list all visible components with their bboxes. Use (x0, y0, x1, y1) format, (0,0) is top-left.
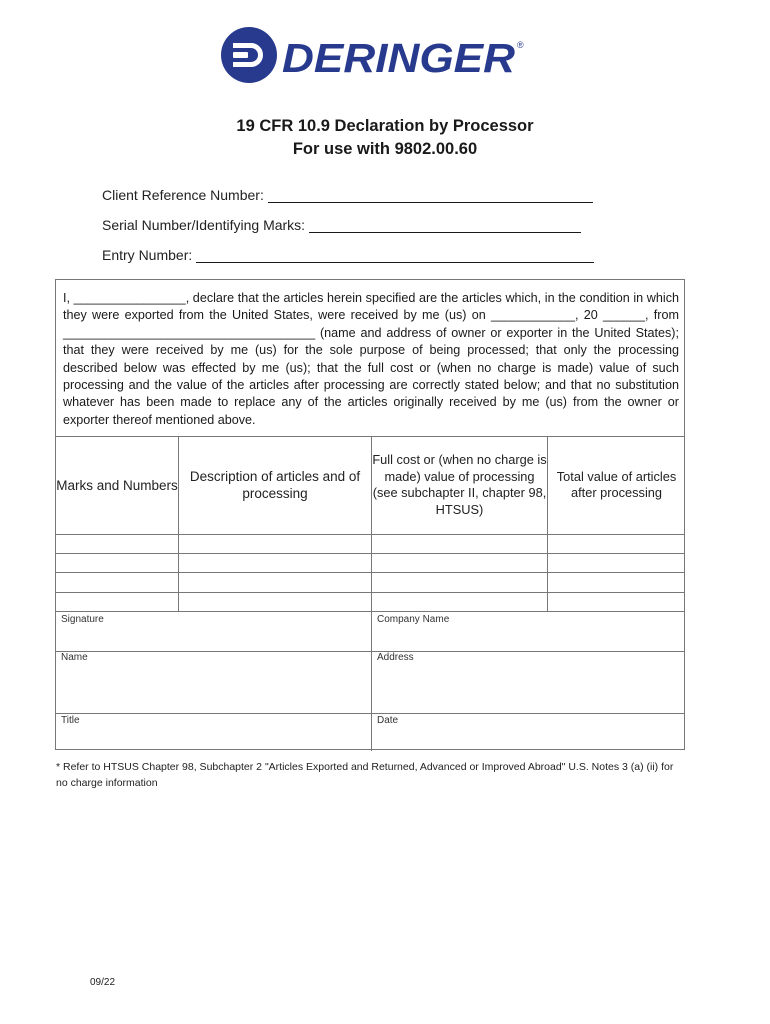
serial-number-label: Serial Number/Identifying Marks: (102, 217, 306, 233)
client-reference-input[interactable] (268, 186, 593, 203)
entry-number-label: Entry Number: (102, 247, 193, 263)
name-label: Name (61, 652, 88, 663)
serial-number-field[interactable] (102, 216, 581, 233)
divider (56, 572, 684, 573)
serial-number-input[interactable] (309, 216, 581, 233)
divider (56, 651, 684, 652)
client-reference-field[interactable] (102, 186, 593, 203)
title-label: Title (61, 715, 80, 726)
divider (56, 553, 684, 554)
form-subtitle: For use with 9802.00.60 (292, 140, 478, 158)
footnote: * Refer to HTSUS Chapter 98, Subchapter 2 "Articles Exported and Returned, Advanced or Improved Abroad" U.S. Notes 3 (a) (ii) for no charge information (56, 761, 674, 789)
declaration-text: I, ________________, declare that the articles herein specified are the articles which, in the condition in which they were exported from the United States, were received by me (us) on ____________, 20 ______, from ____________________________________ (name and address of owner or exporter in the United States); that they were received by me (us) for the sole purpose of being processed; that only the processing described below was effected by me (us); that the full cost or (when no charge is made) value of such processing and the value of the articles after processing are correctly stated below; and that no substitution whatever has been made to replace any of the articles originally received by me (us) from the owner or exporter thereof mentioned above. (63, 291, 679, 427)
form-title: 19 CFR 10.9 Declaration by Processor (236, 117, 534, 135)
signature-label: Signature (61, 614, 104, 625)
full-cost-header: Full cost or (when no charge is made) value of processing (see subchapter II, chapter 98, HTSUS) (372, 452, 547, 517)
divider (56, 534, 684, 535)
description-header: Description of articles and of processing (189, 469, 361, 501)
registered-mark: ® (517, 40, 524, 50)
deringer-logo (220, 26, 530, 86)
divider (56, 592, 684, 593)
entry-number-field[interactable] (102, 246, 594, 263)
date-label: Date (377, 715, 399, 726)
divider (56, 611, 684, 612)
form-revision-code: 09/22 (90, 977, 116, 988)
declaration-form-box (55, 279, 685, 750)
client-reference-label: Client Reference Number: (102, 187, 264, 203)
divider (56, 713, 684, 714)
total-value-header: Total value of articles after processing (556, 468, 677, 500)
logo-wordmark: DERINGER (282, 35, 516, 81)
company-name-label: Company Name (377, 614, 450, 625)
marks-numbers-header: Marks and Numbers (56, 477, 178, 493)
entry-number-input[interactable] (196, 246, 594, 263)
address-label: Address (377, 652, 414, 663)
